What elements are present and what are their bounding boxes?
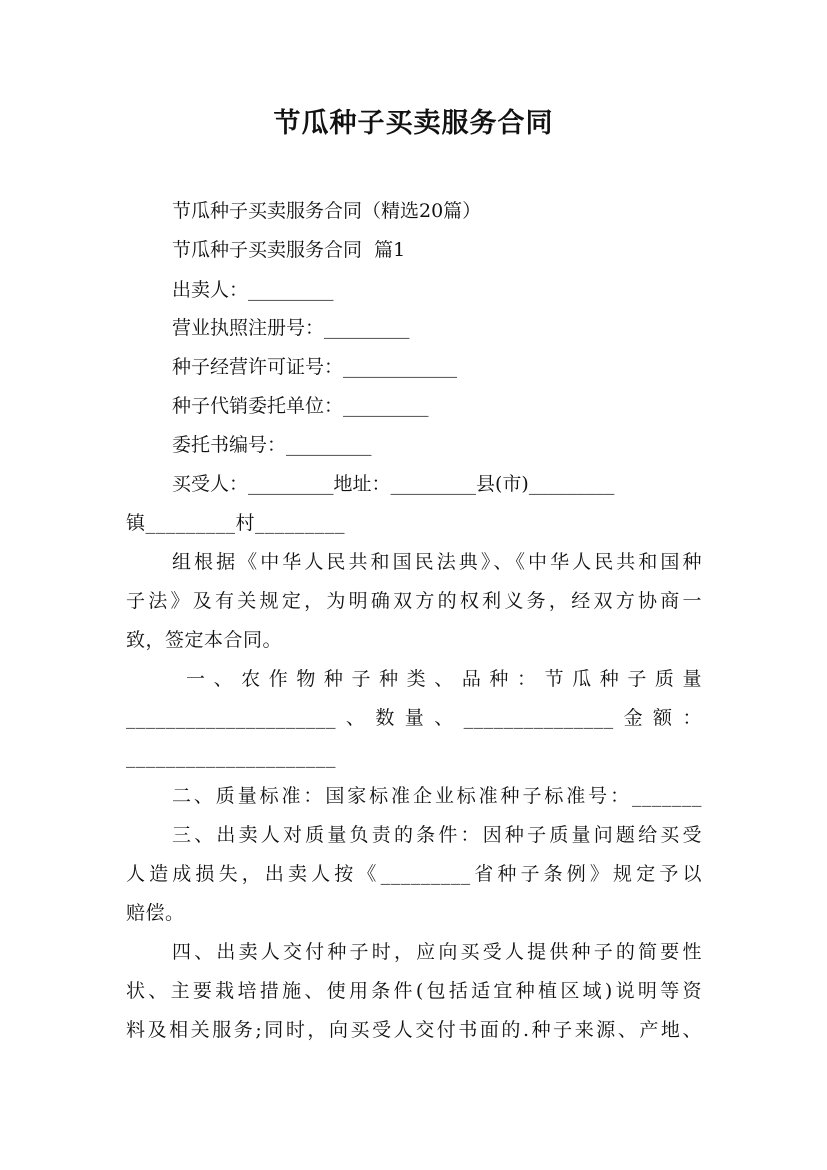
clause-3-line: 三、出卖人对质量负责的条件：因种子质量问题给买受 bbox=[172, 824, 702, 846]
seller-field: 出卖人：_________ bbox=[172, 279, 334, 301]
clause-3-line: 赔偿。 bbox=[126, 902, 185, 924]
consignor-field: 种子代销委托单位：_________ bbox=[172, 395, 429, 417]
buyer-address-line: 买受人：_________地址：_________县(市)_________ bbox=[172, 473, 615, 495]
seed-permit-field: 种子经营许可证号：____________ bbox=[172, 356, 458, 378]
paragraph-line: 致，签定本合同。 bbox=[126, 629, 283, 651]
clause-4-line: 状、主要栽培措施、使用条件(包括适宜种植区域)说明等资 bbox=[126, 980, 702, 1002]
clause-2-line: 二、质量标准：国家标准企业标准种子标准号：_______ bbox=[172, 785, 702, 807]
paragraph-line: 组根据《中华人民共和国民法典》、《中华人民共和国种 bbox=[172, 551, 702, 573]
town-village-line: 镇_________村_________ bbox=[126, 512, 346, 534]
clause-3-line: 人造成损失，出卖人按《_________省种子条例》规定予以 bbox=[126, 863, 702, 885]
document-title: 节瓜种子买卖服务合同 bbox=[273, 108, 554, 139]
clause-1-line: 一、农作物种子种类、品种：节瓜种子质量 bbox=[186, 668, 702, 690]
paragraph-line: 子法》及有关规定，为明确双方的权利义务，经双方协商一 bbox=[126, 590, 702, 612]
license-number-field: 营业执照注册号：_________ bbox=[172, 317, 410, 339]
clause-4-line: 四、出卖人交付种子时，应向买受人提供种子的简要性 bbox=[172, 941, 702, 963]
entrustment-number-field: 委托书编号：_________ bbox=[172, 434, 372, 456]
clause-1-line: _____________________、数量、_______________金额： bbox=[126, 707, 702, 729]
section-heading: 节瓜种子买卖服务合同 篇1 bbox=[172, 239, 406, 261]
subtitle-line: 节瓜种子买卖服务合同（精选20篇） bbox=[172, 200, 482, 222]
clause-4-line: 料及相关服务;同时，向买受人交付书面的.种子来源、产地、 bbox=[126, 1019, 702, 1041]
clause-1-line: _____________________ bbox=[126, 746, 336, 768]
